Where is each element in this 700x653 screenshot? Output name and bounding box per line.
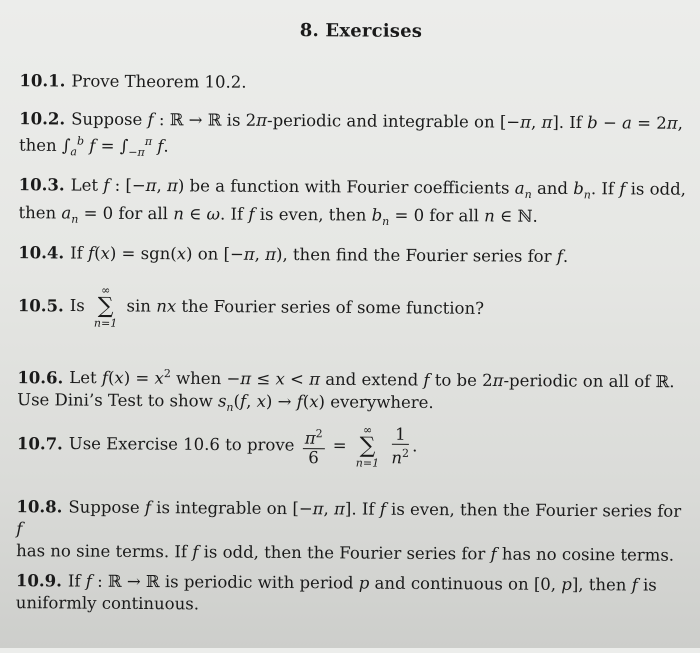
exercise-number: 10.4. (18, 243, 65, 263)
exercise-10-7: 10.7. Use Exercise 10.6 to prove $\frac{\pi^2}{6}$ = ∞ ∑ n=1 $\frac{1}{n^2}$ . (16, 423, 418, 470)
exercise-10-8: 10.8. Suppose f is integrable on [−π, π]. If f is even, then the Fourier series for f has no sine terms. If f is odd, then the Fourier series for f has no cosine terms. (16, 497, 682, 565)
exercise-10-5: 10.5. Is ∞ ∑ n=1 sin nx the Fourier series of some function? (17, 283, 485, 330)
exercise-10-2: 10.2. Suppose f : ℝ → ℝ is 2π-periodic and integrable on [−π, π]. If b − a = 2π, then $\int_a^b$ $f = \int_{-\pi}^\pi$ f. (18, 109, 683, 159)
summation-symbol: ∞ ∑ n=1 (93, 283, 118, 330)
summation-symbol: ∞ ∑ n=1 (355, 423, 380, 470)
exercise-number: 10.3. (18, 175, 65, 195)
fraction: $\frac{1}{n^2}$ (391, 425, 410, 468)
exercise-number: 10.2. (19, 109, 66, 129)
section-heading: 8. Exercises (299, 20, 423, 42)
exercise-10-4: 10.4. If f(x) = sgn(x) on [−π, π), then find the Fourier series for f. (18, 243, 569, 266)
exercise-10-9: 10.9. If f : ℝ → ℝ is periodic with period p and continuous on [0, p], then f is uniformly continuous. (15, 571, 657, 614)
exercise-10-6: 10.6. Let $f(x) = x^2$ when −π ≤ x < π and extend f to be 2π-periodic on all of ℝ. Use Dini’s Test to show $s_n(f$, x) → f(x) everywhere. (17, 367, 675, 414)
exercise-10-1: 10.1. Prove Theorem 10.2. (19, 71, 247, 92)
exercise-number: 10.8. (16, 497, 63, 517)
exercise-number: 10.7. (16, 433, 63, 453)
exercise-number: 10.9. (15, 571, 62, 591)
fraction: $\frac{\pi^2}{6}$ (303, 425, 325, 467)
exercise-number: 10.5. (17, 295, 64, 315)
exercise-number: 10.1. (19, 71, 66, 91)
exercise-number: 10.6. (17, 367, 64, 387)
exercise-10-3: 10.3. Let f : [−π, π) be a function with Fourier coefficients $a_n$ and $b_n$. If f is odd, then $a_n = 0$ for all n ∈ ω. If f is even, then $b_n = 0$ for all n ∈ ℕ. (18, 175, 687, 229)
